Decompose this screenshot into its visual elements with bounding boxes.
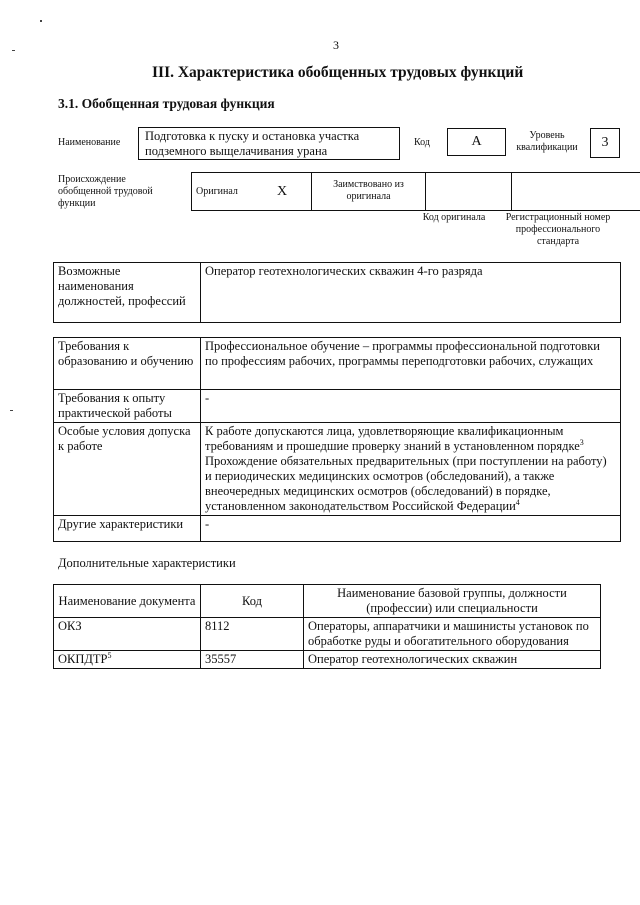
positions-value: Оператор геотехнологических скважин 4-го разряда xyxy=(205,264,483,278)
original-mark: X xyxy=(277,184,288,199)
col-header-group: Наименование базовой группы, должности (профессии) или специальности xyxy=(337,586,567,615)
name-value: Подготовка к пуску и остановка участка подземного выщелачивания урана xyxy=(145,129,360,158)
doc-group-name: Оператор геотехнологических скважин xyxy=(308,652,518,666)
doc-code: 35557 xyxy=(205,652,237,666)
col-header-document: Наименование документа xyxy=(58,593,196,608)
subsection-title: 3.1. Обобщенная трудовая функция xyxy=(58,96,275,111)
level-label: Уровень квалификации xyxy=(516,130,578,153)
footnote-ref: 5 xyxy=(107,650,112,660)
footnote-ref: 4 xyxy=(515,497,520,507)
scan-mark xyxy=(12,50,15,51)
code-value: А xyxy=(471,134,482,149)
table-row xyxy=(54,390,621,423)
experience-label: Требования к опыту практической работы xyxy=(58,391,172,420)
footnote-ref: 3 xyxy=(579,437,584,447)
doc-code: 8112 xyxy=(205,619,230,633)
education-label: Требования к образованию и обучению xyxy=(58,339,194,368)
scan-mark xyxy=(10,410,13,411)
borrowed-label: Заимствовано из оригинала xyxy=(333,179,404,202)
table-row xyxy=(54,423,621,516)
name-label: Наименование xyxy=(58,137,121,148)
table-row xyxy=(54,651,601,669)
origin-label: Происхождение обобщенной трудовой функции xyxy=(58,174,153,209)
other-label: Другие характеристики xyxy=(58,517,184,531)
name-box xyxy=(138,127,400,160)
page-number: 3 xyxy=(333,38,339,52)
doc-group-name: Операторы, аппаратчики и машинисты установок по обработке руды и обогатительного оборудования xyxy=(308,619,589,648)
table-row xyxy=(54,618,601,651)
level-value: 3 xyxy=(601,135,609,150)
code-box xyxy=(447,128,506,156)
positions-label: Возможные наименования должностей, профессий xyxy=(58,264,186,308)
experience-value: - xyxy=(205,391,210,405)
level-box xyxy=(590,128,620,158)
col-header-code: Код xyxy=(242,593,262,608)
table-row xyxy=(54,338,621,390)
table-header-row xyxy=(54,585,601,618)
original-label: Оригинал xyxy=(196,186,238,197)
scan-mark xyxy=(40,20,42,22)
positions-table xyxy=(53,262,621,323)
admission-label: Особые условия допуска к работе xyxy=(58,424,191,453)
other-value: - xyxy=(205,517,210,531)
admission-value-a: К работе допускаются лица, удовлетворяющие квалификационным требованиям и прошедшие проверку знаний в установленном порядке xyxy=(205,424,580,453)
section-title: III. Характеристика обобщенных трудовых функций xyxy=(152,64,524,81)
origin-table xyxy=(191,172,640,211)
admission-value-b: Прохождение обязательных предварительных (при поступлении на работу) и периодических медицинских осмотров (обследований), а также внеочередных медицинских осмотров (обследований) в порядке, установленном законодательством Российской Федерации xyxy=(205,454,607,513)
table-row xyxy=(54,516,621,542)
registration-caption: Регистрационный номер профессионального стандарта xyxy=(505,212,611,247)
code-label: Код xyxy=(414,137,430,148)
requirements-table xyxy=(53,337,621,542)
doc-name: ОКПДТР xyxy=(58,652,108,666)
code-original-caption: Код оригинала xyxy=(422,212,486,223)
additional-title: Дополнительные характеристики xyxy=(58,556,236,570)
education-value: Профессиональное обучение – программы профессиональной подготовки по профессиям рабочих, программы переподготовки рабочих, служащих xyxy=(205,339,600,368)
additional-table xyxy=(53,584,601,669)
doc-name: ОКЗ xyxy=(58,619,82,633)
